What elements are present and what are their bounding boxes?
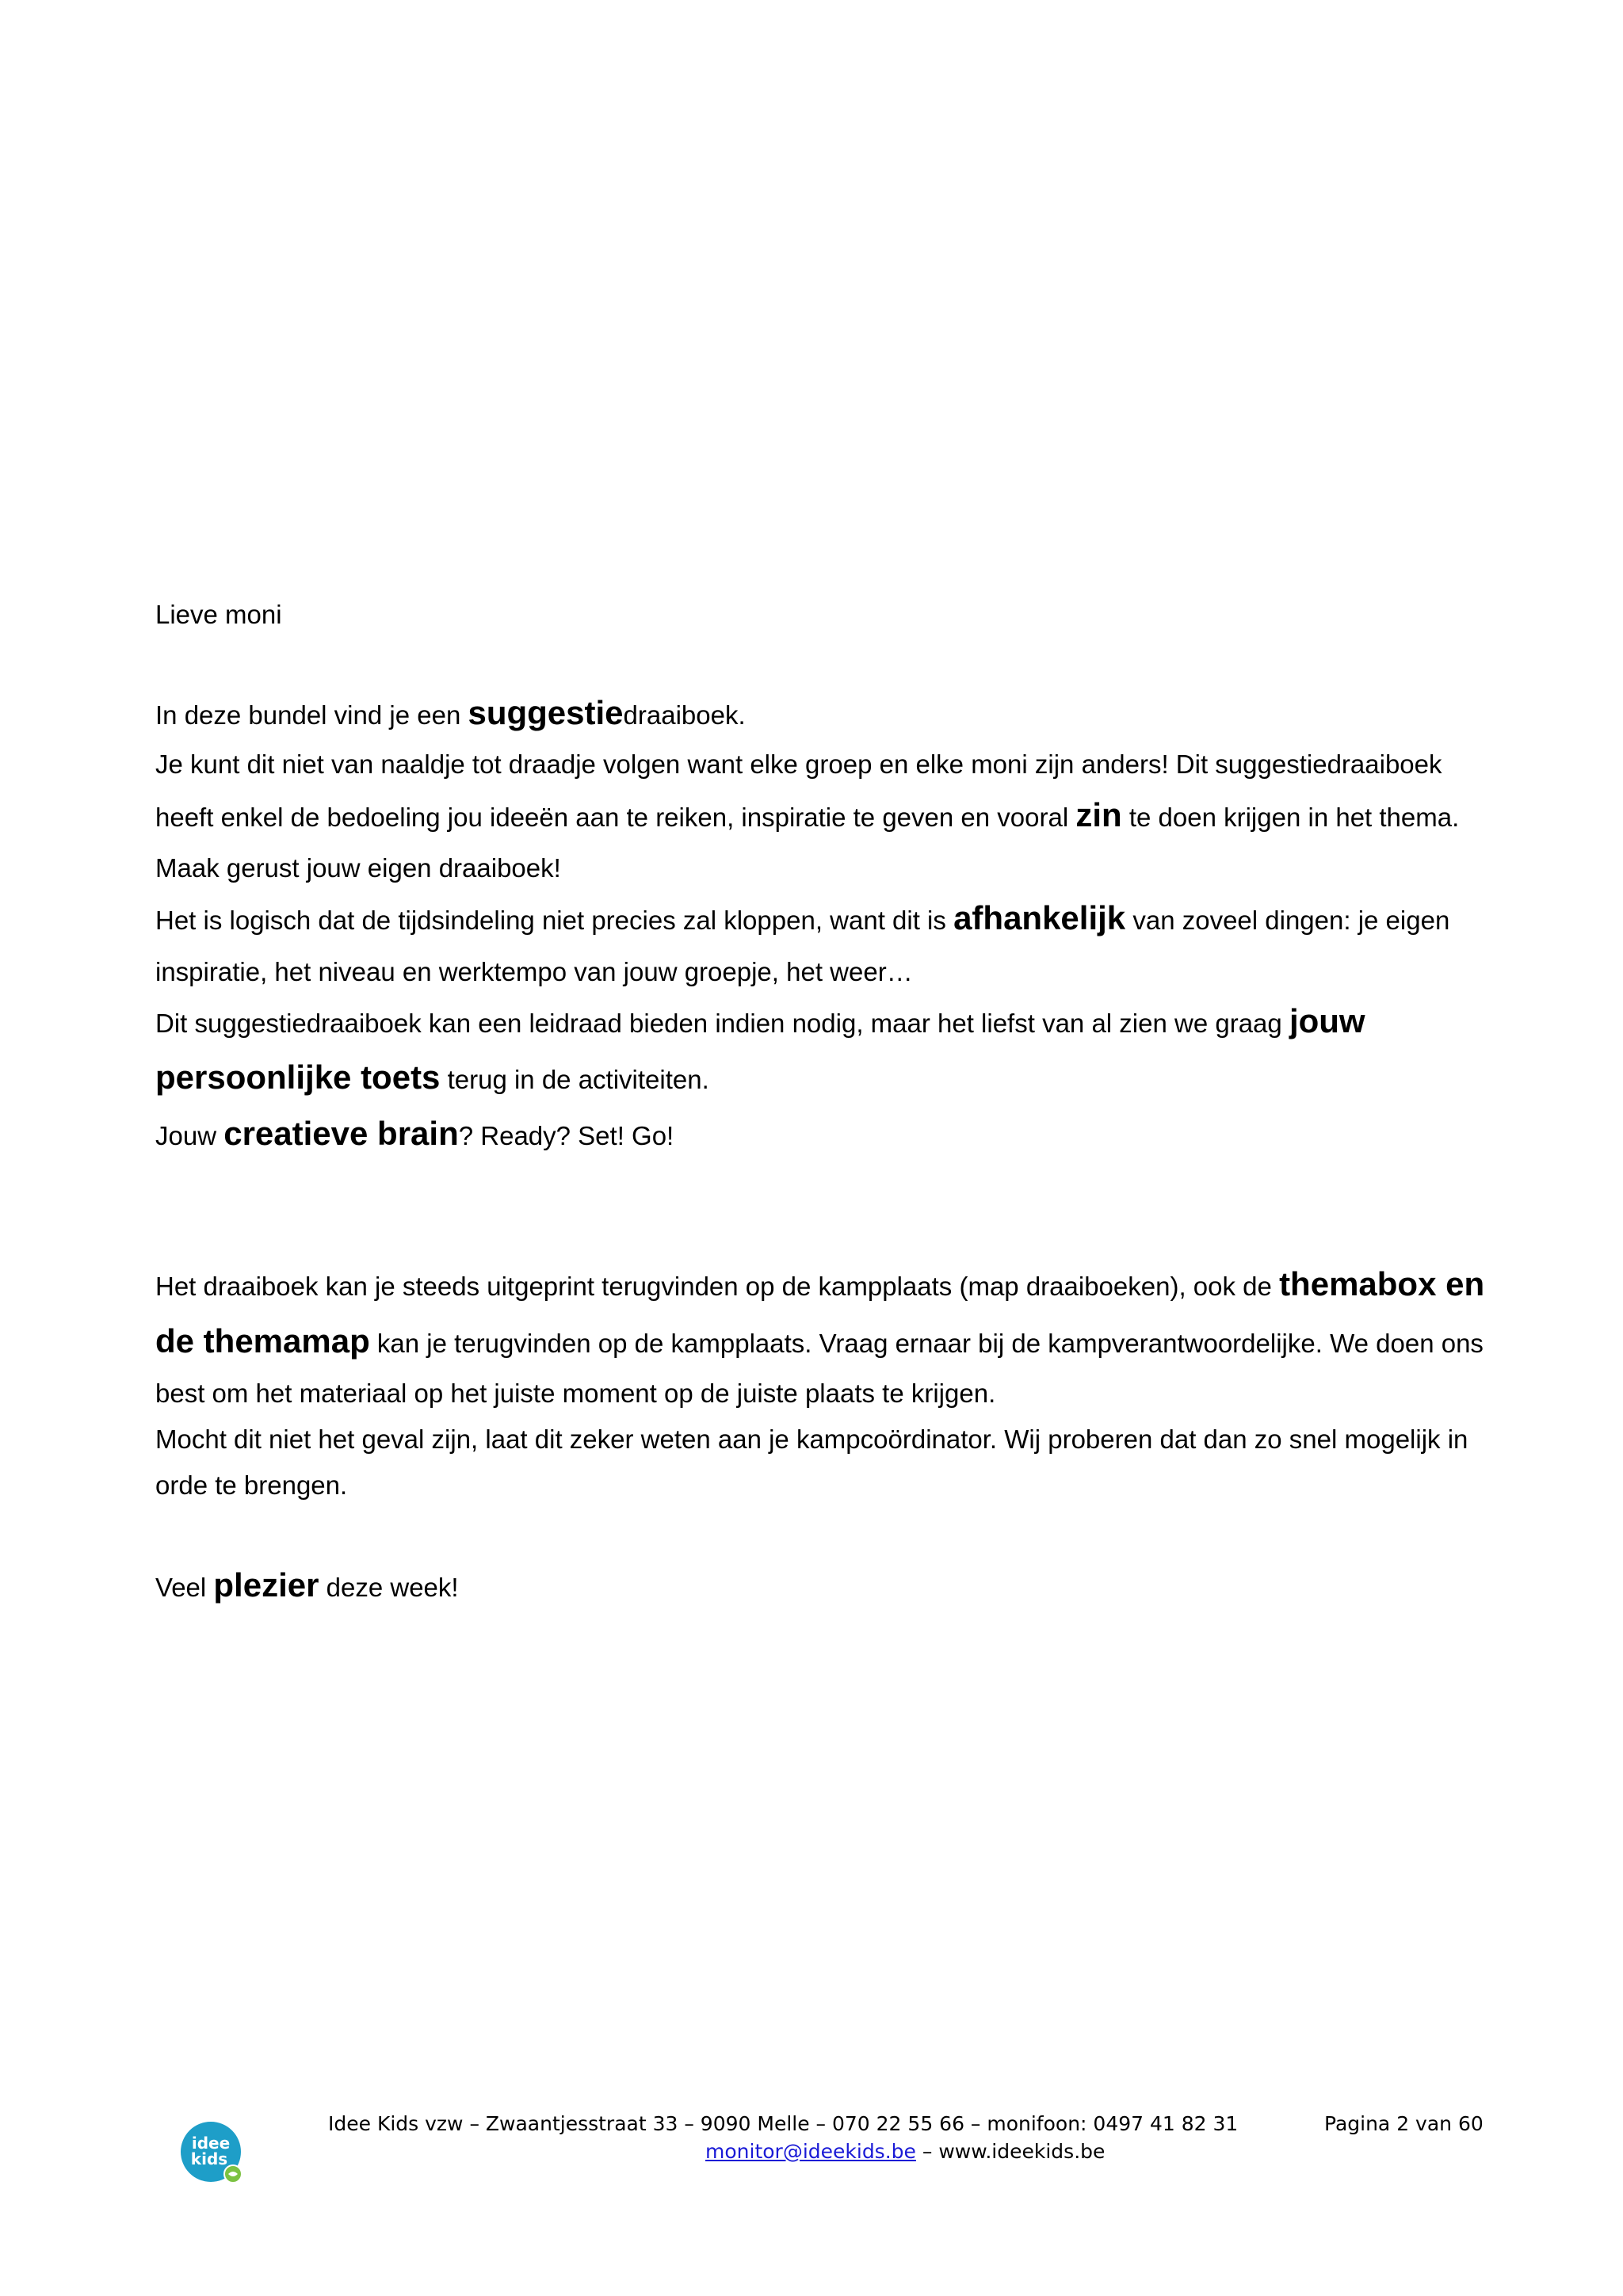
emphasis-zin: zin (1075, 796, 1122, 833)
svg-text:idee: idee (191, 2134, 231, 2153)
emphasis-themabox: themabox en (1279, 1265, 1485, 1302)
paragraph-1-line-7 (155, 1001, 1365, 1041)
paragraph-1-line-5 (155, 898, 1449, 938)
text: Het draaiboek kan je steeds uitgeprint terugvinden op de kampplaats (map draaiboeken), ook de (155, 1272, 1280, 1301)
text: terug in de activiteiten. (440, 1065, 709, 1094)
emphasis-suggestie: suggestie (468, 694, 624, 731)
email-link[interactable]: monitor@ideekids.be (705, 2140, 916, 2163)
text: Het is logisch dat de tijdsindeling niet precies zal kloppen, want dit is (155, 906, 954, 935)
paragraph-2-line-2 (155, 1322, 1484, 1361)
text: In deze bundel vind je een (155, 700, 468, 730)
text: Dit suggestiedraaiboek kan een leidraad bieden indien nodig, maar het liefst van al zien we graag (155, 1009, 1289, 1038)
website-text: www.ideekids.be (938, 2140, 1106, 2163)
paragraph-1-line-1 (155, 693, 746, 733)
paragraph-1-line-8 (155, 1058, 709, 1097)
paragraph-1-line-9 (155, 1114, 674, 1154)
emphasis-afhankelijk: afhankelijk (953, 899, 1126, 936)
emphasis-jouw: jouw (1289, 1002, 1365, 1039)
footer-contact (705, 2140, 1105, 2163)
separator: – (915, 2140, 939, 2163)
emphasis-persoonlijke-toets: persoonlijke toets (155, 1058, 441, 1096)
emphasis-themamap: de themamap (155, 1322, 370, 1360)
paragraph-1-line-6: inspiratie, het niveau en werktempo van jouw groepje, het weer… (155, 957, 913, 986)
text: heeft enkel de bedoeling jou ideeën aan te reiken, inspiratie te geven en vooral (155, 803, 1076, 832)
paragraph-2-line-4: Mocht dit niet het geval zijn, laat dit zeker weten aan je kampcoördinator. Wij proberen dat dan zo snel mogelijk in (155, 1425, 1468, 1454)
svg-text:kids: kids (190, 2149, 228, 2168)
closing-line (155, 1566, 459, 1605)
text: Veel (155, 1573, 214, 1602)
emphasis-creatieve-brain: creatieve brain (223, 1115, 459, 1152)
text: deze week! (319, 1573, 459, 1602)
paragraph-2-line-1 (155, 1264, 1484, 1304)
text: Jouw (155, 1121, 224, 1150)
greeting: Lieve moni (155, 600, 282, 629)
paragraph-2-line-3: best om het materiaal op het juiste moment op de juiste plaats te krijgen. (155, 1379, 996, 1408)
paragraph-1-line-4: Maak gerust jouw eigen draaiboek! (155, 853, 561, 883)
text: draaiboek. (623, 700, 746, 730)
paragraph-1-line-3 (155, 795, 1459, 835)
paragraph-2-line-5: orde te brengen. (155, 1470, 348, 1500)
footer-page-number: Pagina 2 van 60 (1324, 2112, 1484, 2135)
footer-address: Idee Kids vzw – Zwaantjesstraat 33 – 9090 Melle – 070 22 55 66 – monifoon: 0497 41 82 31 (328, 2112, 1239, 2135)
paragraph-1-line-2: Je kunt dit niet van naaldje tot draadje volgen want elke groep en elke moni zijn anders! Dit suggestiedraaiboek (155, 749, 1442, 779)
idee-kids-logo (179, 2120, 246, 2187)
text: van zoveel dingen: je eigen (1125, 906, 1450, 935)
text: kan je terugvinden op de kampplaats. Vraag ernaar bij de kampverantwoordelijke. We doen ons (369, 1329, 1484, 1358)
text: te doen krijgen in het thema. (1121, 803, 1460, 832)
emphasis-plezier: plezier (213, 1566, 319, 1604)
text: ? Ready? Set! Go! (458, 1121, 674, 1150)
